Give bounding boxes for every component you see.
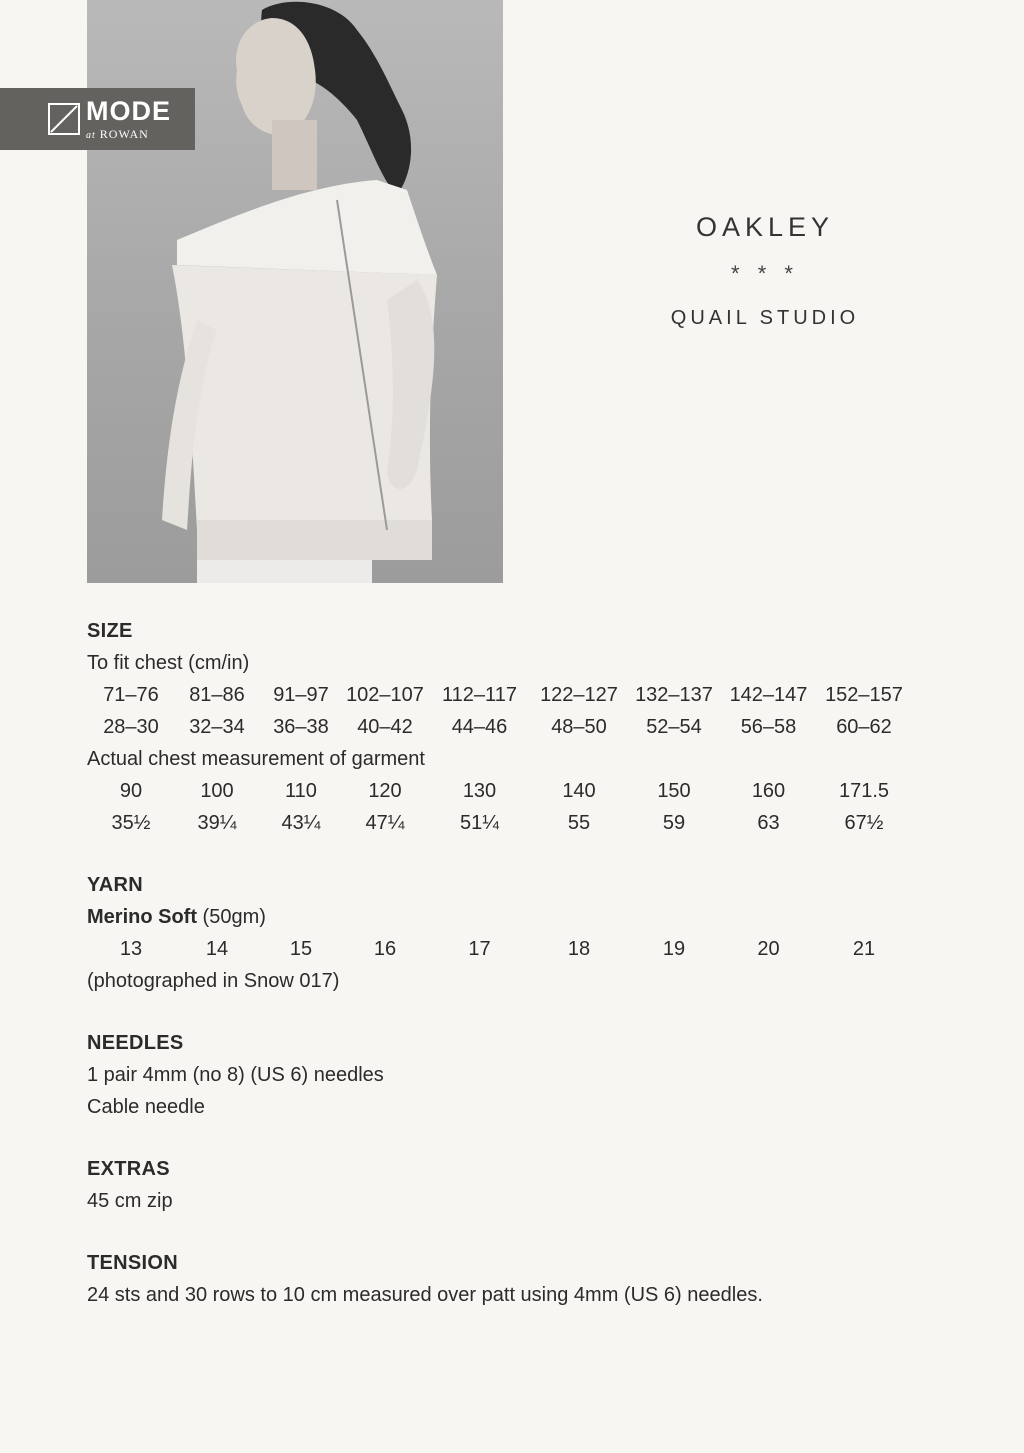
needles-heading: NEEDLES bbox=[87, 1032, 184, 1054]
table-cell: 132–137 bbox=[635, 684, 713, 706]
tension-heading: TENSION bbox=[87, 1252, 178, 1274]
table-cell: 142–147 bbox=[729, 684, 808, 706]
yarn-name-line bbox=[87, 901, 917, 933]
table-cell: 44–46 bbox=[451, 716, 508, 738]
table-cell: 17 bbox=[468, 938, 491, 960]
size-heading: SIZE bbox=[87, 620, 133, 642]
fit-chest-cm-row bbox=[87, 679, 917, 711]
title-divider: * * * bbox=[731, 261, 799, 286]
actual-chest-in-row bbox=[87, 807, 917, 839]
table-cell: 32–34 bbox=[189, 716, 245, 738]
tension-text: 24 sts and 30 rows to 10 cm measured over patt using 4mm (US 6) needles. bbox=[87, 1284, 763, 1306]
table-cell: 152–157 bbox=[825, 684, 903, 706]
table-cell: 71–76 bbox=[103, 684, 159, 706]
table-cell: 15 bbox=[289, 938, 313, 960]
table-cell: 120 bbox=[368, 780, 402, 802]
table-cell: 171.5 bbox=[838, 780, 890, 802]
table-cell: 60–62 bbox=[836, 716, 892, 738]
fit-chest-label: To fit chest (cm/in) bbox=[87, 652, 250, 674]
brand-subtitle: at ROWAN bbox=[86, 126, 149, 141]
yarn-name: Merino Soft bbox=[87, 906, 197, 928]
table-cell: 160 bbox=[751, 780, 786, 802]
table-cell: 102–107 bbox=[346, 684, 424, 706]
title-block bbox=[620, 212, 910, 330]
pattern-details bbox=[87, 615, 917, 1311]
table-cell: 21 bbox=[852, 938, 876, 960]
table-cell: 91–97 bbox=[273, 684, 329, 706]
table-cell: 19 bbox=[662, 938, 686, 960]
table-cell: 67½ bbox=[844, 812, 884, 834]
table-cell: 40–42 bbox=[357, 716, 413, 738]
yarn-quantities-row bbox=[87, 933, 917, 965]
table-cell: 90 bbox=[119, 780, 143, 802]
yarn-weight: (50gm) bbox=[197, 906, 266, 928]
fit-chest-in-row bbox=[87, 711, 917, 743]
pattern-title: OAKLEY bbox=[695, 212, 835, 242]
table-cell: 63 bbox=[757, 812, 780, 834]
table-cell: 81–86 bbox=[189, 684, 245, 706]
table-cell: 28–30 bbox=[103, 716, 159, 738]
table-cell: 122–127 bbox=[540, 684, 618, 706]
yarn-colour-note: (photographed in Snow 017) bbox=[87, 970, 340, 992]
brand-name: MODE bbox=[86, 95, 171, 126]
yarn-heading: YARN bbox=[87, 874, 144, 896]
brand-logo bbox=[0, 88, 195, 150]
designer-name: QUAIL STUDIO bbox=[670, 307, 860, 329]
table-cell: 55 bbox=[567, 812, 591, 834]
extras-heading: EXTRAS bbox=[87, 1158, 170, 1180]
table-cell: 130 bbox=[462, 780, 497, 802]
table-cell: 14 bbox=[205, 938, 229, 960]
table-cell: 39¼ bbox=[197, 812, 237, 834]
table-cell: 51¼ bbox=[460, 812, 499, 834]
table-cell: 52–54 bbox=[646, 716, 702, 738]
table-cell: 13 bbox=[119, 938, 143, 960]
table-cell: 48–50 bbox=[551, 716, 607, 738]
table-cell: 43¼ bbox=[281, 812, 321, 834]
table-cell: 56–58 bbox=[740, 716, 797, 738]
needles-item: 1 pair 4mm (no 8) (US 6) needles bbox=[87, 1064, 384, 1086]
needles-item: Cable needle bbox=[87, 1096, 205, 1118]
table-cell: 35½ bbox=[111, 812, 151, 834]
table-cell: 150 bbox=[657, 780, 691, 802]
table-cell: 112–117 bbox=[442, 684, 517, 706]
table-cell: 20 bbox=[757, 938, 780, 960]
table-cell: 100 bbox=[200, 780, 234, 802]
table-cell: 110 bbox=[285, 780, 317, 802]
actual-chest-label: Actual chest measurement of garment bbox=[87, 748, 425, 770]
actual-chest-cm-row bbox=[87, 775, 917, 807]
logo-mark-icon bbox=[48, 103, 80, 135]
table-cell: 59 bbox=[662, 812, 686, 834]
table-cell: 16 bbox=[373, 938, 397, 960]
table-cell: 47¼ bbox=[365, 812, 405, 834]
extras-item: 45 cm zip bbox=[87, 1190, 173, 1212]
table-cell: 18 bbox=[567, 938, 591, 960]
table-cell: 140 bbox=[562, 780, 596, 802]
table-cell: 36–38 bbox=[273, 716, 329, 738]
